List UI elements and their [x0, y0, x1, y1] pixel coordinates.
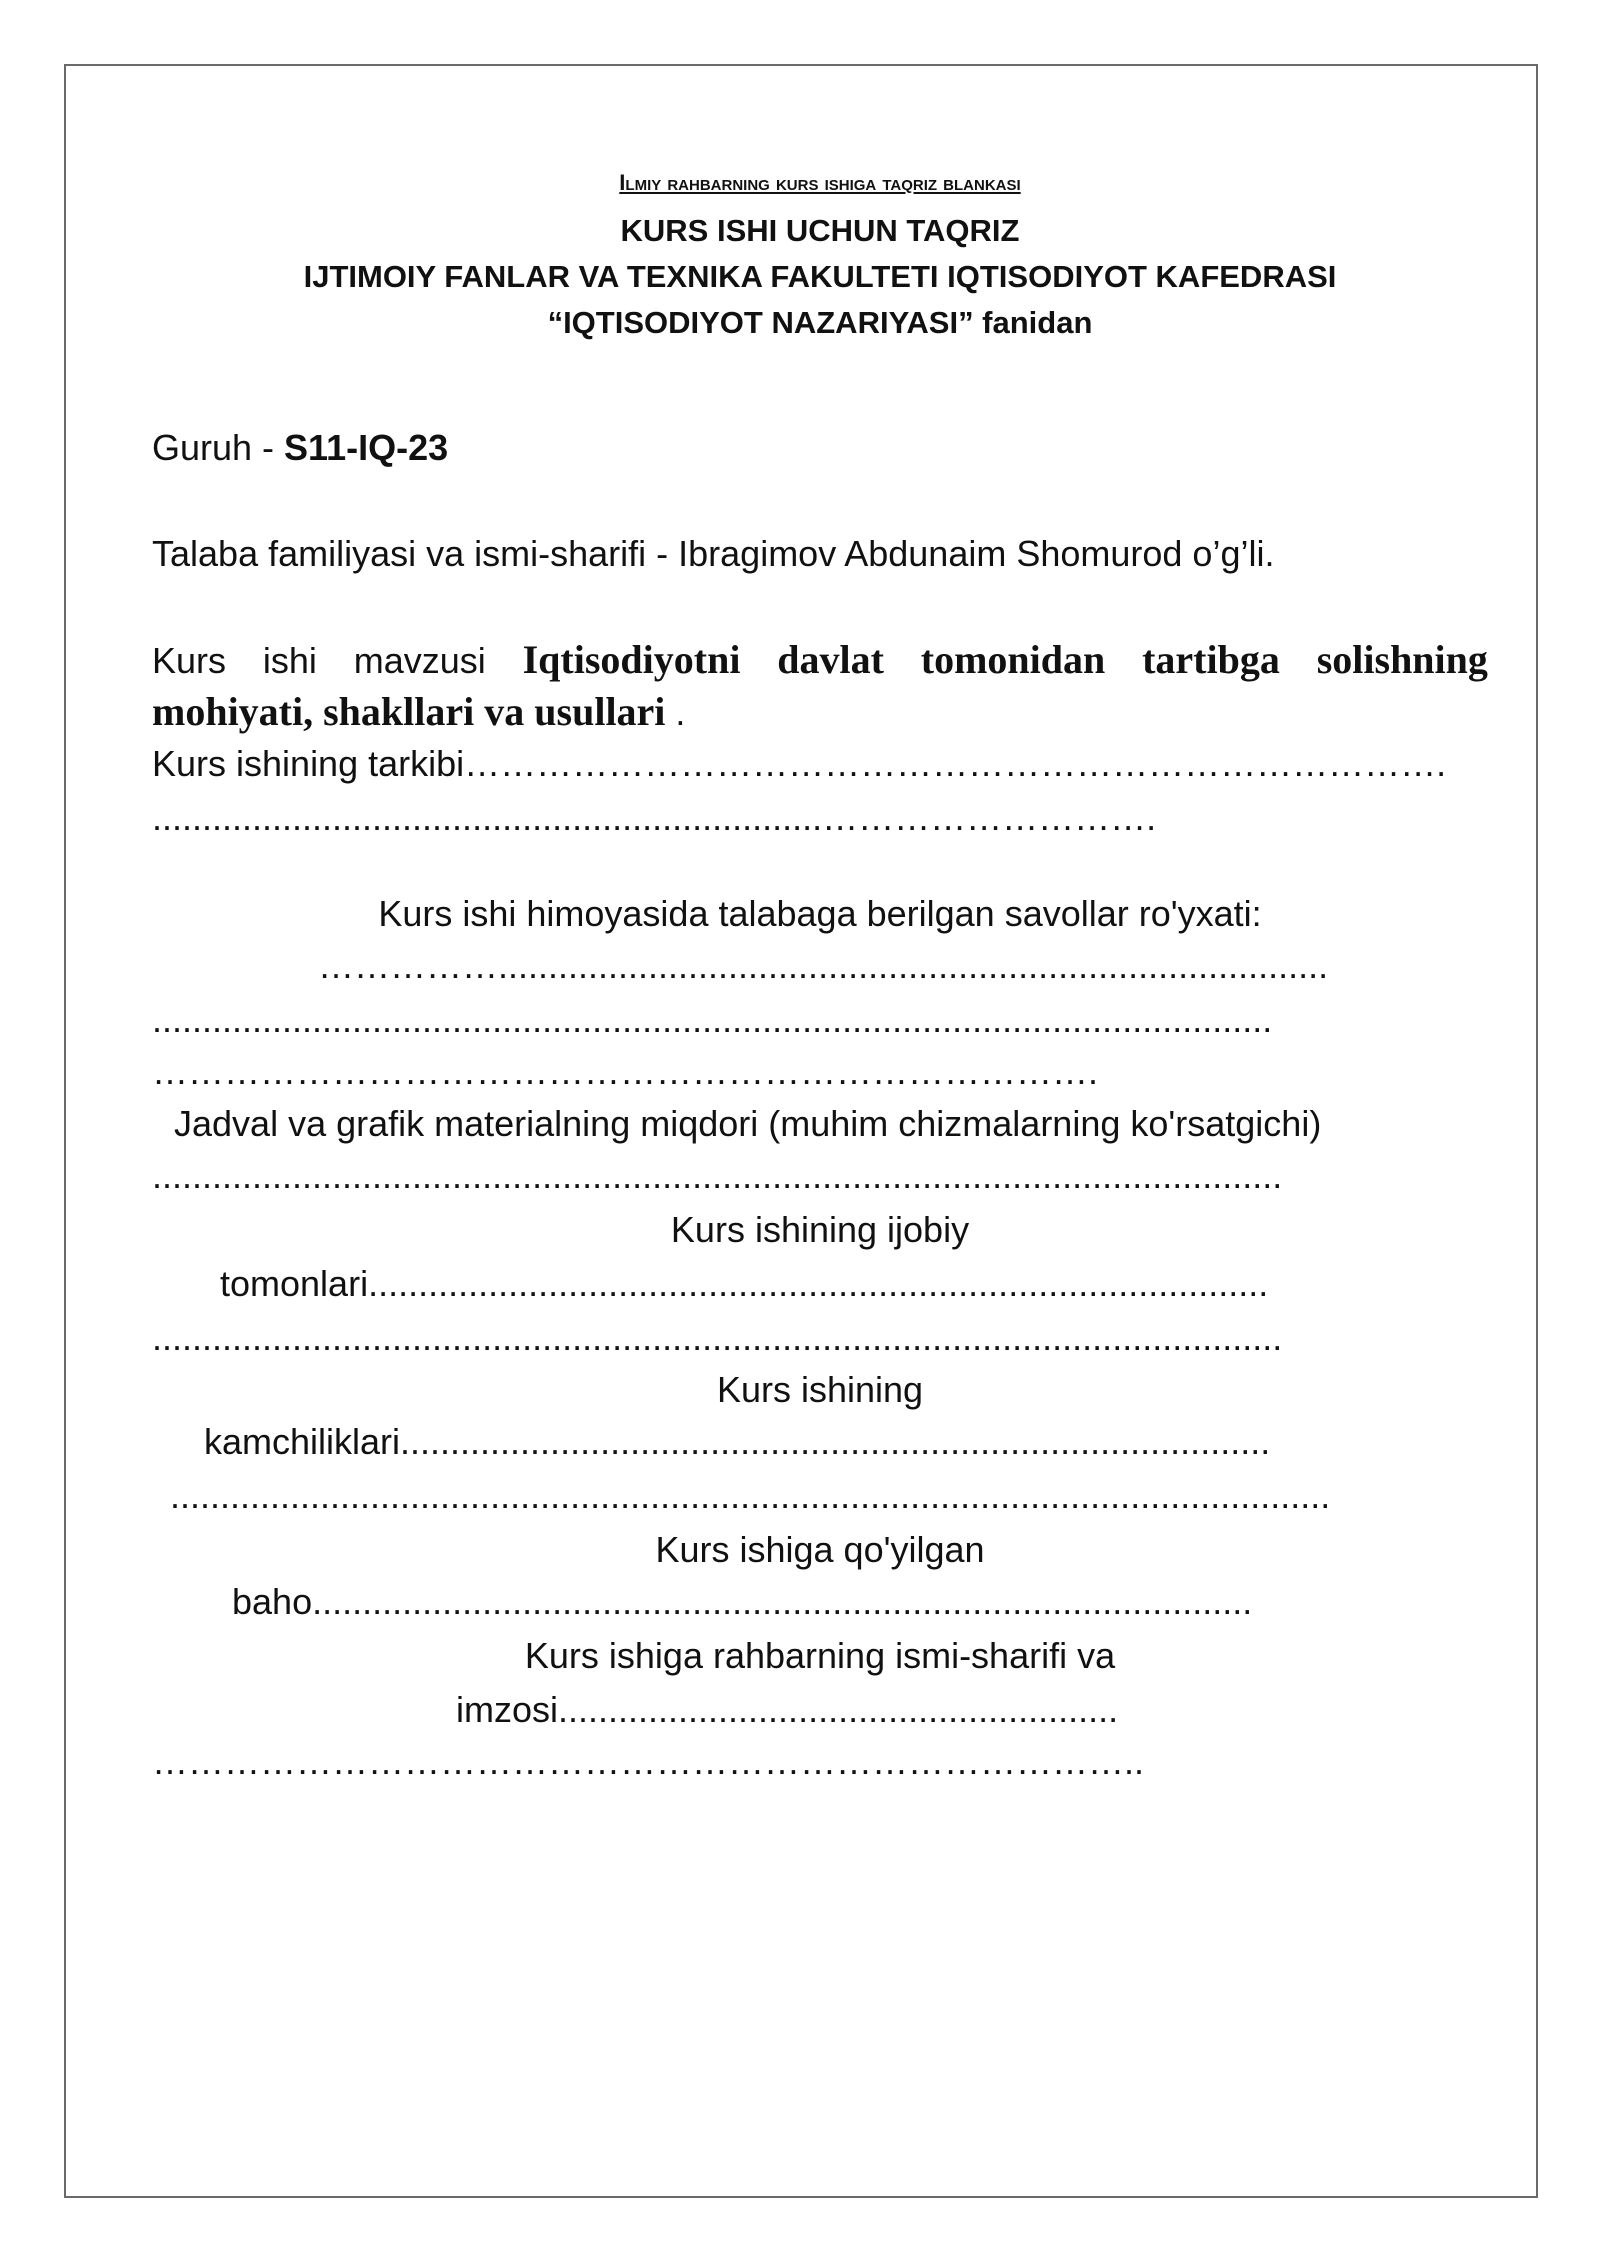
- grade-dots: ..............................................................................................: [312, 1581, 1253, 1622]
- weak-label: Kurs ishining: [716, 1369, 924, 1410]
- structure-dots: ……………………………………………………………………….: [464, 743, 1447, 784]
- topic-word: Iqtisodiyotni: [522, 637, 741, 682]
- topic-word: solishning: [1316, 637, 1488, 682]
- topic-word: Kurs: [152, 640, 227, 681]
- structure-field: [152, 742, 1446, 785]
- weak-label-end: kamchiliklari: [204, 1421, 401, 1462]
- student-field: [152, 532, 1274, 575]
- grade-label-end: baho: [232, 1581, 313, 1622]
- subject-name: “IQTISODIYOT NAZARIYASI” fanidan: [547, 305, 1093, 340]
- structure-label: Kurs ishining tarkibi: [152, 743, 465, 784]
- review-title: KURS ISHI UCHUN TAQRIZ: [620, 213, 1020, 248]
- supervisor-label-end: imzosi: [456, 1689, 559, 1730]
- tables-label: Jadval va grafik materialning miqdori (muhim chizmalarning ko'rsatgichi): [174, 1103, 1322, 1144]
- topic-word: mavzusi: [353, 640, 486, 681]
- topic-word: tartibga: [1142, 637, 1280, 682]
- positive-field: [220, 1262, 1268, 1305]
- positive-dots: ..........................................................................................: [368, 1263, 1269, 1304]
- grade-field: [232, 1580, 1252, 1623]
- questions-dots: ................................................................................................................: [152, 999, 1273, 1040]
- topic-word: tomonidan: [920, 637, 1106, 682]
- supervisor-field: [456, 1688, 1118, 1731]
- form-title: Ilmiy rahbarning kurs ishiga taqriz blankasi: [619, 170, 1021, 195]
- group-label: Guruh -: [152, 427, 285, 468]
- supervisor-label: Kurs ishiga rahbarning ismi-sharifi va: [524, 1635, 1116, 1676]
- topic-line2: [152, 688, 685, 736]
- questions-label: Kurs ishi himoyasida talabaga berilgan savollar ro'yxati:: [378, 893, 1262, 934]
- grade-label: Kurs ishiga qo'yilgan: [655, 1529, 985, 1570]
- questions-dots: …………………………………………………………………….: [152, 1051, 1099, 1092]
- positive-label-end: tomonlari: [220, 1263, 369, 1304]
- topic-period: .: [665, 692, 686, 733]
- student-value: Ibragimov Abdunaim Shomurod o’g’li.: [678, 533, 1275, 574]
- topic-word: ishi: [262, 640, 317, 681]
- student-label: Talaba familiyasi va ismi-sharifi -: [152, 533, 679, 574]
- group-value: S11-IQ-23: [284, 427, 449, 468]
- structure-dots-line: ...................................................................……………………….: [152, 797, 1157, 838]
- final-dots-line: ………………………………………………………………………..: [152, 1741, 1145, 1782]
- topic-value-end: mohiyati, shakllari va usullari: [152, 689, 666, 734]
- questions-dots: ……………...................................................................................: [318, 945, 1329, 986]
- topic-field: [152, 636, 1488, 684]
- tables-dots: .................................................................................................................: [152, 1155, 1283, 1196]
- faculty-department: IJTIMOIY FANLAR VA TEXNIKA FAKULTETI IQTISODIYOT KAFEDRASI: [303, 259, 1337, 294]
- group-field: [152, 426, 448, 469]
- positive-dots-line: .................................................................................................................: [152, 1317, 1283, 1358]
- topic-word: davlat: [777, 637, 884, 682]
- supervisor-dots: ........................................................: [558, 1689, 1119, 1730]
- weak-dots: .......................................................................................: [400, 1421, 1271, 1462]
- weak-dots-line: ....................................................................................................................: [170, 1475, 1331, 1516]
- weak-field: [204, 1420, 1270, 1463]
- positive-label: Kurs ishining ijobiy: [670, 1209, 970, 1250]
